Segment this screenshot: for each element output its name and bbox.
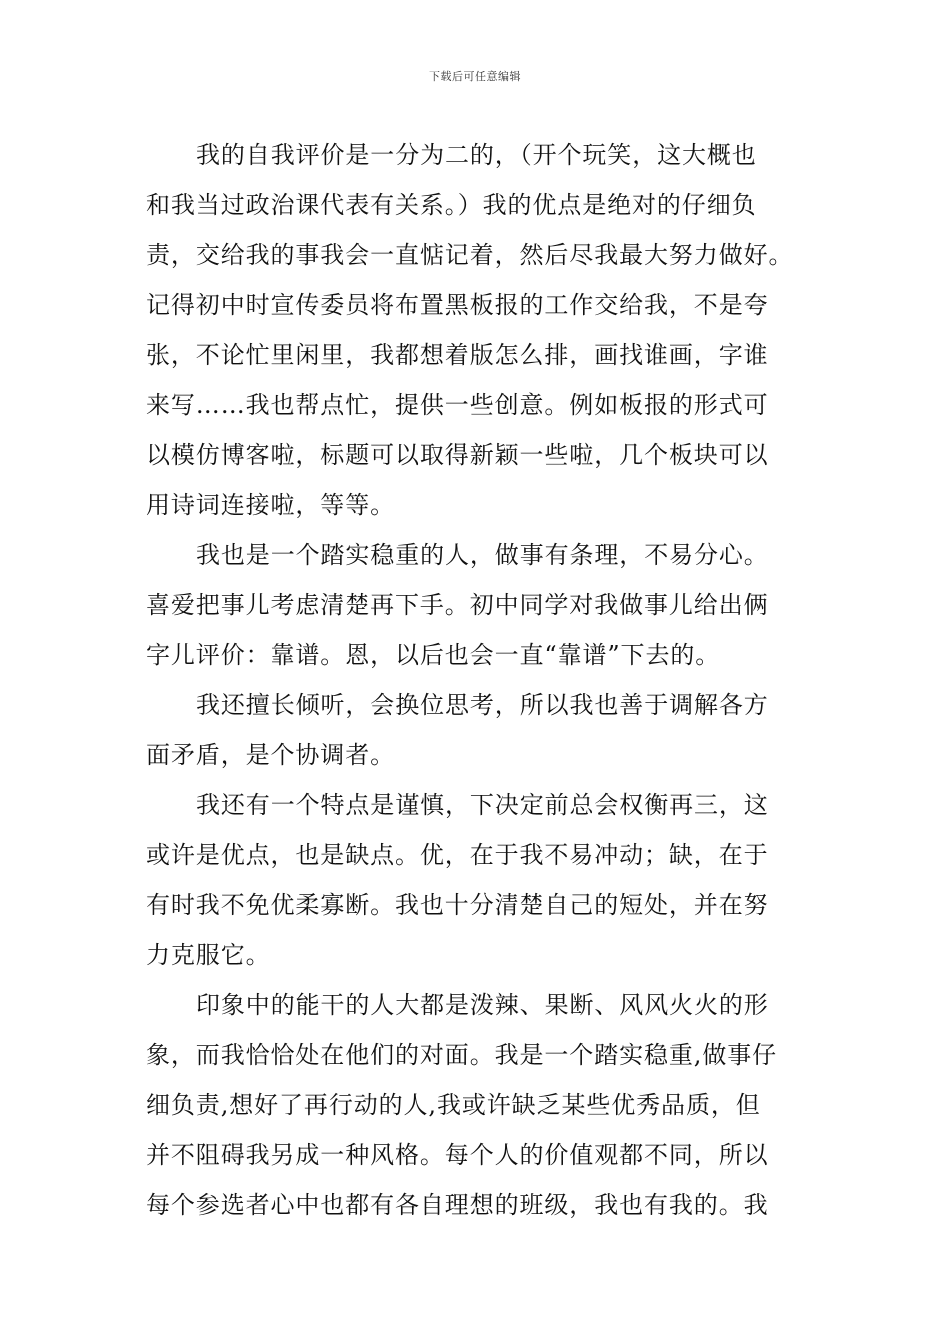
paragraph-4-line-2: 或许是优点，也是缺点。优，在于我不易冲动；缺，在于 <box>146 841 769 869</box>
paragraph-1-line-1: 我的自我评价是一分为二的，（开个玩笑，这大概也 <box>196 141 757 169</box>
paragraph-4-line-1: 我还有一个特点是谨慎，下决定前总会权衡再三，这 <box>196 791 769 819</box>
paragraph-5-line-3: 细负责,想好了再行动的人,我或许缺乏某些优秀品质，但 <box>146 1091 761 1119</box>
paragraph-1-line-2: 和我当过政治课代表有关系。）我的优点是绝对的仔细负 <box>146 191 757 219</box>
paragraph-5-line-2: 象，而我恰恰处在他们的对面。我是一个踏实稳重,做事仔 <box>146 1041 778 1069</box>
paragraph-2-line-2: 喜爱把事儿考虑清楚再下手。初中同学对我做事儿给出俩 <box>146 591 769 619</box>
paragraph-1-line-4: 记得初中时宣传委员将布置黑板报的工作交给我，不是夸 <box>146 291 769 319</box>
paragraph-1-line-7: 以模仿博客啦，标题可以取得新颖一些啦，几个板块可以 <box>146 441 769 469</box>
paragraph-1-line-5: 张，不论忙里闲里，我都想着版怎么排，画找谁画，字谁 <box>146 341 769 369</box>
paragraph-5-line-1: 印象中的能干的人大都是泼辣、果断、风风火火的形 <box>196 991 769 1019</box>
page-header: 下载后可任意编辑 <box>429 70 521 83</box>
body-text <box>146 130 806 1230</box>
paragraph-4-line-3: 有时我不免优柔寡断。我也十分清楚自己的短处，并在努 <box>146 891 769 919</box>
paragraph-5-line-5: 每个参选者心中也都有各自理想的班级，我也有我的。我 <box>146 1191 769 1219</box>
paragraph-2-line-1: 我也是一个踏实稳重的人，做事有条理，不易分心。 <box>196 541 769 569</box>
paragraph-1-line-6: 来写……我也帮点忙，提供一些创意。例如板报的形式可 <box>146 391 769 419</box>
paragraph-2-line-3: 字儿评价：靠谱。恩，以后也会一直“靠谱”下去的。 <box>146 641 721 669</box>
paragraph-3-line-1: 我还擅长倾听，会换位思考，所以我也善于调解各方 <box>196 691 769 719</box>
paragraph-4-line-4: 力克服它。 <box>146 941 271 969</box>
paragraph-1-line-3: 责，交给我的事我会一直惦记着，然后尽我最大努力做好。 <box>146 241 794 269</box>
paragraph-5-line-4: 并不阻碍我另成一种风格。每个人的价值观都不同，所以 <box>146 1141 769 1169</box>
paragraph-3-line-2: 面矛盾，是个协调者。 <box>146 741 395 769</box>
paragraph-1-line-8: 用诗词连接啦，等等。 <box>146 491 395 519</box>
